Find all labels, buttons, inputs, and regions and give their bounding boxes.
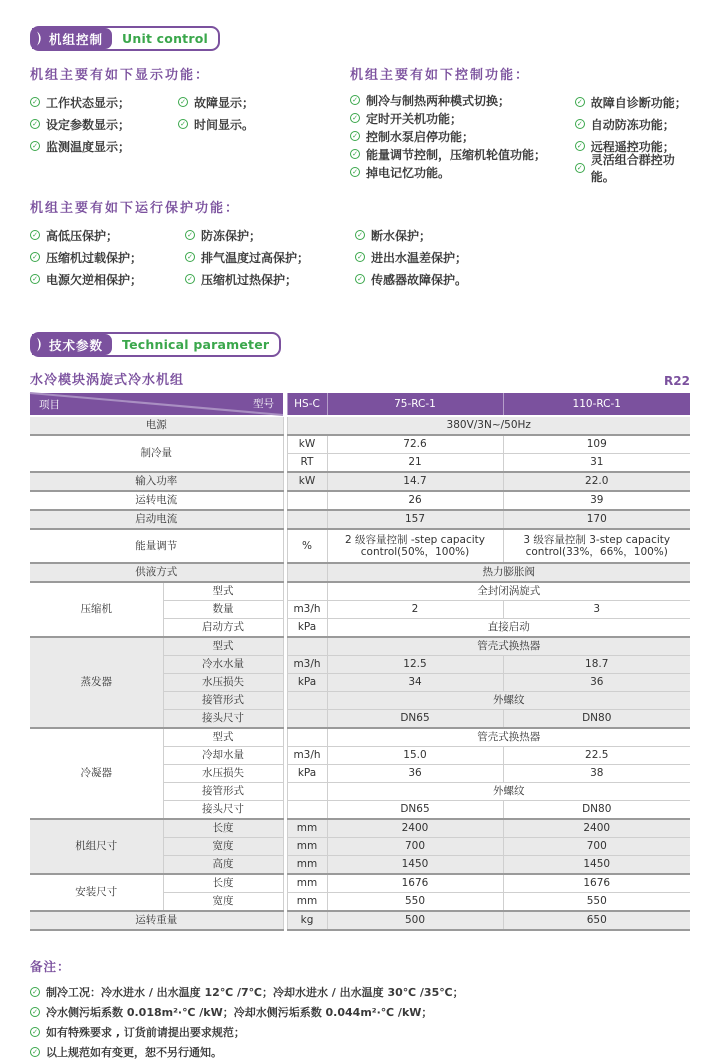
- item-text: 电源欠逆相保护；: [46, 272, 143, 287]
- corner-model-label: 型号: [253, 398, 274, 410]
- item-text: 以上规范如有变更，恕不另行通知。: [46, 1046, 222, 1059]
- header-unit-col: HS-C: [287, 393, 327, 416]
- badge-zh-label: 机组控制: [49, 31, 104, 47]
- list-item: [575, 153, 690, 184]
- item-text: 灵活组合群控功能。: [590, 153, 675, 184]
- unit-cell: kW: [287, 435, 327, 454]
- row-sublabel: 型式: [163, 637, 283, 656]
- list-item: [30, 268, 185, 290]
- value-cell: 14.7: [327, 472, 503, 491]
- value-cell: 管壳式换热器: [327, 637, 690, 656]
- row-group-label: 安装尺寸: [30, 874, 163, 911]
- value-cell: 34: [327, 674, 503, 692]
- item-text: 控制水泵启停功能；: [366, 129, 475, 144]
- value-cell: DN65: [327, 801, 503, 820]
- table-row: [30, 472, 690, 491]
- row-sublabel: 宽度: [163, 893, 283, 912]
- value-cell: 500: [327, 911, 503, 930]
- control-functions-col2: [575, 91, 690, 184]
- control-functions-heading: 机组主要有如下控制功能：: [350, 68, 531, 83]
- item-text: 制冷工况：冷水进水 / 出水温度 12℃ /7℃；冷却水进水 / 出水温度 30℃ /35℃；: [46, 986, 464, 999]
- row-sublabel: 型式: [163, 728, 283, 747]
- section-badge-technical-parameter: [30, 332, 281, 357]
- value-cell: 全封闭涡旋式: [327, 582, 690, 601]
- value-cell: 12.5: [327, 656, 503, 674]
- table-row: [30, 728, 690, 747]
- value-cell: 1450: [503, 856, 690, 875]
- unit-cell: [287, 692, 327, 710]
- table-row: [30, 911, 690, 930]
- list-item: [30, 224, 185, 246]
- value-cell: 109: [503, 435, 690, 454]
- value-cell: DN65: [327, 710, 503, 729]
- row-sublabel: 数量: [163, 601, 283, 619]
- unit-cell: [287, 582, 327, 601]
- row-group-label: 机组尺寸: [30, 819, 163, 874]
- check-icon: ✓: [350, 149, 360, 159]
- list-item: [350, 109, 575, 127]
- unit-cell: m3/h: [287, 747, 327, 765]
- row-sublabel: 接头尺寸: [163, 801, 283, 820]
- table-row: [30, 416, 690, 435]
- item-text: 故障自诊断功能；: [590, 95, 687, 110]
- item-text: 设定参数显示；: [46, 117, 131, 132]
- protection-functions-heading: 机组主要有如下运行保护功能：: [30, 201, 241, 216]
- check-icon: ✓: [30, 97, 40, 107]
- value-cell: 650: [503, 911, 690, 930]
- protection-functions-col3: [355, 224, 467, 290]
- list-item: [30, 91, 178, 113]
- item-text: 故障显示；: [194, 95, 255, 110]
- value-cell: 72.6: [327, 435, 503, 454]
- unit-cell: [287, 510, 327, 529]
- row-label: 电源: [30, 416, 283, 435]
- row-label: 输入功率: [30, 472, 283, 491]
- list-item: [30, 113, 178, 135]
- value-cell: 170: [503, 510, 690, 529]
- value-cell: 36: [327, 765, 503, 783]
- value-cell: 2 级容量控制 -step capacity control(50%，100%): [327, 529, 503, 563]
- unit-cell: [287, 710, 327, 729]
- header-model-2: 110-RC-1: [503, 393, 690, 416]
- list-item: [30, 1022, 690, 1042]
- value-cell: DN80: [503, 801, 690, 820]
- notes-heading: 备注：: [30, 959, 71, 974]
- item-text: 时间显示。: [194, 117, 255, 132]
- badge-en-label: Technical parameter: [122, 337, 270, 352]
- list-item: [575, 113, 690, 135]
- table-row: [30, 874, 690, 893]
- value-cell: 18.7: [503, 656, 690, 674]
- item-text: 远程遥控功能；: [590, 139, 675, 154]
- check-icon: ✓: [355, 230, 365, 240]
- list-item: [355, 246, 467, 268]
- check-icon: ✓: [575, 141, 585, 151]
- row-sublabel: 型式: [163, 582, 283, 601]
- value-cell: 550: [503, 893, 690, 912]
- section-badge-unit-control: [30, 26, 220, 51]
- protection-functions-col1: [30, 224, 185, 290]
- unit-cell: mm: [287, 819, 327, 838]
- value-cell: 管壳式换热器: [327, 728, 690, 747]
- list-item: [185, 268, 355, 290]
- table-row: [30, 435, 690, 454]
- list-item: [30, 1042, 690, 1062]
- value-cell: 157: [327, 510, 503, 529]
- value-cell: 700: [327, 838, 503, 856]
- value-cell: 外螺纹: [327, 783, 690, 801]
- notes-list: [30, 982, 690, 1062]
- check-icon: ✓: [30, 252, 40, 262]
- item-text: 冷水侧污垢系数 0.018m²·℃ /kW；冷却水侧污垢系数 0.044m²·℃ /kW；: [46, 1006, 433, 1019]
- table-title: 水冷模块涡旋式冷水机组: [30, 373, 185, 388]
- crescent-icon: [36, 337, 45, 352]
- value-cell: 15.0: [327, 747, 503, 765]
- check-icon: ✓: [30, 1047, 40, 1057]
- row-sublabel: 启动方式: [163, 619, 283, 638]
- unit-cell: [287, 728, 327, 747]
- table-title-row: [30, 369, 690, 388]
- unit-cell: kPa: [287, 619, 327, 638]
- check-icon: ✓: [185, 274, 195, 284]
- item-text: 制冷与制热两种模式切换；: [366, 93, 511, 108]
- row-label: 制冷量: [30, 435, 283, 472]
- check-icon: ✓: [350, 167, 360, 177]
- row-label: 能量调节: [30, 529, 283, 563]
- display-functions-col2: [178, 91, 254, 157]
- spec-table: [30, 393, 690, 931]
- corner-item-label: 项目: [39, 399, 60, 411]
- functions-grid: [30, 51, 690, 184]
- item-text: 自动防冻功能；: [590, 117, 675, 132]
- value-cell: 1676: [327, 874, 503, 893]
- table-row: [30, 491, 690, 510]
- badge-en-label: Unit control: [122, 31, 208, 46]
- refrigerant-label: R22: [664, 374, 690, 388]
- header-model-1: 75-RC-1: [327, 393, 503, 416]
- value-cell: 3 级容量控制 3-step capacity control(33%，66%，100%): [503, 529, 690, 563]
- item-text: 掉电记忆功能。: [366, 165, 451, 180]
- list-item: [30, 982, 690, 1002]
- value-cell: 1676: [503, 874, 690, 893]
- value-cell: 36: [503, 674, 690, 692]
- row-group-label: 冷凝器: [30, 728, 163, 819]
- check-icon: ✓: [350, 95, 360, 105]
- list-item: [350, 145, 575, 163]
- list-item: [185, 246, 355, 268]
- list-item: [30, 1002, 690, 1022]
- check-icon: ✓: [30, 274, 40, 284]
- value-cell: 直接启动: [327, 619, 690, 638]
- value-cell: 39: [503, 491, 690, 510]
- protection-functions-col2: [185, 224, 355, 290]
- unit-cell: kW: [287, 472, 327, 491]
- check-icon: ✓: [575, 97, 585, 107]
- row-group-label: 蒸发器: [30, 637, 163, 728]
- row-sublabel: 接头尺寸: [163, 710, 283, 729]
- value-cell: 2400: [327, 819, 503, 838]
- row-sublabel: 水压损失: [163, 674, 283, 692]
- check-icon: ✓: [575, 119, 585, 129]
- control-functions-col1: [350, 91, 575, 181]
- value-cell: 1450: [327, 856, 503, 875]
- item-text: 高低压保护；: [46, 228, 119, 243]
- row-sublabel: 水压损失: [163, 765, 283, 783]
- check-icon: ✓: [178, 119, 188, 129]
- item-text: 压缩机过热保护；: [201, 272, 298, 287]
- check-icon: ✓: [185, 230, 195, 240]
- control-functions-block: [350, 51, 690, 184]
- list-item: [350, 127, 575, 145]
- unit-cell: [287, 491, 327, 510]
- value-cell: 380V/3N~/50Hz: [287, 416, 690, 435]
- value-cell: 38: [503, 765, 690, 783]
- value-cell: 2: [327, 601, 503, 619]
- list-item: [30, 246, 185, 268]
- badge-zh-label: 技术参数: [49, 337, 104, 353]
- value-cell: 热力膨胀阀: [327, 563, 690, 582]
- list-item: [350, 91, 575, 109]
- list-item: [355, 224, 467, 246]
- unit-cell: [287, 563, 327, 582]
- check-icon: ✓: [185, 252, 195, 262]
- item-text: 进出水温差保护；: [371, 250, 468, 265]
- check-icon: ✓: [178, 97, 188, 107]
- badge-zh-segment: [32, 28, 112, 49]
- unit-cell: kPa: [287, 674, 327, 692]
- value-cell: 31: [503, 454, 690, 473]
- row-group-label: 压缩机: [30, 582, 163, 637]
- check-icon: ✓: [575, 163, 585, 173]
- item-text: 防冻保护；: [201, 228, 262, 243]
- check-icon: ✓: [30, 119, 40, 129]
- table-corner-cell: [30, 393, 283, 416]
- unit-cell: [287, 637, 327, 656]
- check-icon: ✓: [30, 141, 40, 151]
- row-label: 启动电流: [30, 510, 283, 529]
- table-row: [30, 529, 690, 563]
- unit-cell: %: [287, 529, 327, 563]
- item-text: 传感器故障保护。: [371, 272, 468, 287]
- value-cell: 700: [503, 838, 690, 856]
- row-sublabel: 长度: [163, 819, 283, 838]
- check-icon: ✓: [350, 113, 360, 123]
- check-icon: ✓: [350, 131, 360, 141]
- value-cell: 21: [327, 454, 503, 473]
- value-cell: 26: [327, 491, 503, 510]
- item-text: 监测温度显示；: [46, 139, 131, 154]
- row-sublabel: 接管形式: [163, 783, 283, 801]
- value-cell: 外螺纹: [327, 692, 690, 710]
- row-sublabel: 冷水水量: [163, 656, 283, 674]
- value-cell: 2400: [503, 819, 690, 838]
- row-label: 运转重量: [30, 911, 283, 930]
- list-item: [355, 268, 467, 290]
- table-row: [30, 510, 690, 529]
- check-icon: ✓: [355, 274, 365, 284]
- list-item: [178, 91, 254, 113]
- row-sublabel: 高度: [163, 856, 283, 875]
- check-icon: ✓: [355, 252, 365, 262]
- item-text: 能量调节控制，压缩机轮值功能；: [366, 147, 547, 162]
- row-sublabel: 冷却水量: [163, 747, 283, 765]
- table-row: [30, 582, 690, 601]
- list-item: [178, 113, 254, 135]
- row-sublabel: 接管形式: [163, 692, 283, 710]
- table-row: [30, 637, 690, 656]
- list-item: [350, 163, 575, 181]
- unit-cell: m3/h: [287, 656, 327, 674]
- value-cell: 22.5: [503, 747, 690, 765]
- list-item: [30, 135, 178, 157]
- protection-functions-block: [30, 197, 690, 290]
- unit-cell: mm: [287, 838, 327, 856]
- display-functions-block: [30, 51, 350, 181]
- check-icon: ✓: [30, 987, 40, 997]
- row-sublabel: 长度: [163, 874, 283, 893]
- unit-cell: kg: [287, 911, 327, 930]
- list-item: [185, 224, 355, 246]
- item-text: 定时开关机功能；: [366, 111, 463, 126]
- value-cell: 22.0: [503, 472, 690, 491]
- unit-cell: kPa: [287, 765, 327, 783]
- check-icon: ✓: [30, 1027, 40, 1037]
- display-functions-heading: 机组主要有如下显示功能：: [30, 68, 211, 83]
- table-row: [30, 819, 690, 838]
- item-text: 压缩机过载保护；: [46, 250, 143, 265]
- diagonal-line: [30, 393, 283, 415]
- check-icon: ✓: [30, 230, 40, 240]
- unit-cell: RT: [287, 454, 327, 473]
- item-text: 排气温度过高保护；: [201, 250, 310, 265]
- row-sublabel: 宽度: [163, 838, 283, 856]
- unit-cell: [287, 801, 327, 820]
- row-label: 运转电流: [30, 491, 283, 510]
- unit-cell: mm: [287, 874, 327, 893]
- check-icon: ✓: [30, 1007, 40, 1017]
- item-text: 工作状态显示；: [46, 95, 131, 110]
- unit-cell: [287, 783, 327, 801]
- unit-cell: mm: [287, 856, 327, 875]
- value-cell: DN80: [503, 710, 690, 729]
- table-header-row: [30, 393, 690, 416]
- list-item: [575, 91, 690, 113]
- display-functions-col1: [30, 91, 178, 157]
- unit-cell: m3/h: [287, 601, 327, 619]
- value-cell: 3: [503, 601, 690, 619]
- crescent-icon: [36, 31, 45, 46]
- item-text: 如有特殊要求 , 订货前请提出要求规范；: [46, 1026, 245, 1039]
- badge-zh-segment: [32, 334, 112, 355]
- table-row: [30, 563, 690, 582]
- row-label: 供液方式: [30, 563, 283, 582]
- value-cell: 550: [327, 893, 503, 912]
- item-text: 断水保护；: [371, 228, 432, 243]
- unit-cell: mm: [287, 893, 327, 912]
